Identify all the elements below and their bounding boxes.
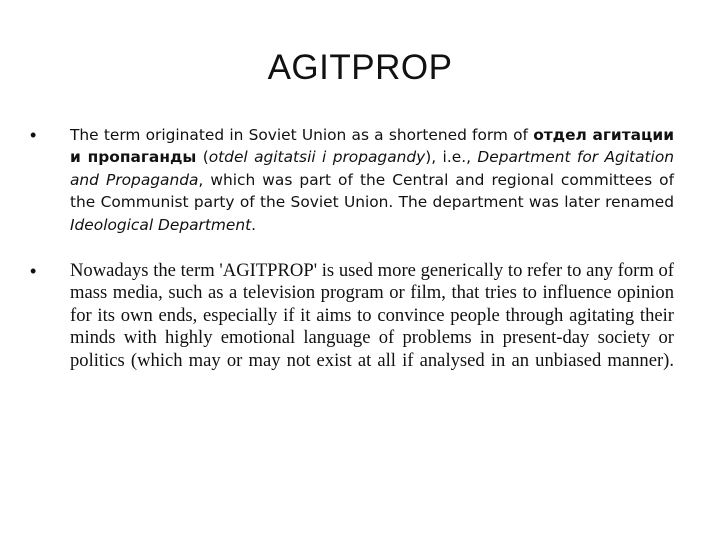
bullet-icon: • bbox=[30, 261, 37, 282]
text-segment: The term originated in Soviet Union as a shortened form of bbox=[70, 126, 534, 144]
english-translation: Department for Agitation and Propaganda bbox=[70, 148, 675, 189]
slide-title: AGITPROP bbox=[267, 48, 453, 87]
renamed-department: Ideological Department bbox=[70, 215, 252, 234]
transliteration: otdel agitatsii i propagandy bbox=[208, 148, 426, 167]
bullet-text-origin bbox=[70, 124, 674, 236]
text-segment: ), i.e., bbox=[425, 148, 478, 167]
russian-term: отдел агитации и пропаганды bbox=[70, 126, 674, 167]
bullet-list bbox=[30, 124, 674, 372]
text-segment: . bbox=[251, 215, 257, 234]
text-segment: ( bbox=[196, 148, 209, 167]
bullet-item-modern-usage bbox=[30, 260, 674, 372]
bullet-item-origin bbox=[30, 124, 674, 236]
bullet-text-modern-usage: Nowadays the term 'AGITPROP' is used more generically to refer to any form of mass media, such as a television program or film, that tries to influence opinion for its own ends, especially if it aims to convince people through agitating their minds with highly emotional language of problems in present-day society or politics (which may or may not exist at all if analysed in an unbiased manner). bbox=[70, 260, 674, 371]
bullet-icon: • bbox=[30, 125, 37, 145]
text-segment: , which was part of the Central and regional committees of the Communist party of the Soviet Union. The department was later renamed bbox=[70, 170, 674, 212]
